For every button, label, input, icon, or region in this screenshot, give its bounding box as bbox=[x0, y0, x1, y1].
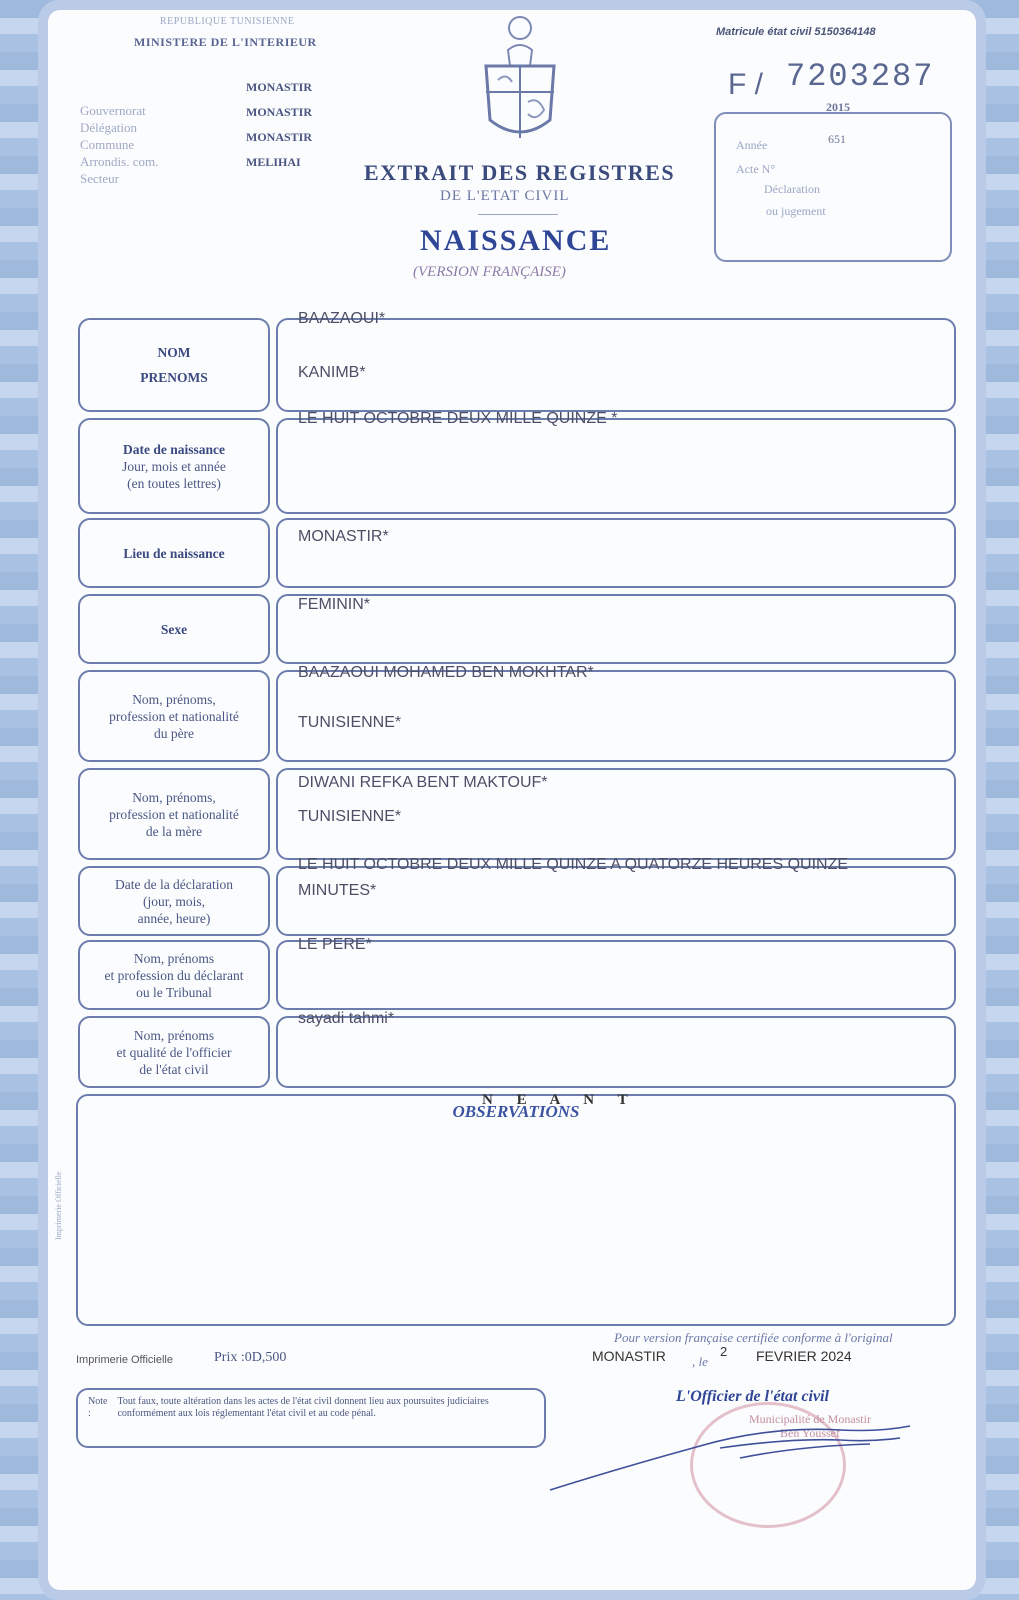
ministry-label: MINISTERE DE L'INTERIEUR bbox=[134, 35, 317, 49]
field-label: profession et nationalité bbox=[109, 806, 239, 822]
title-divider bbox=[478, 214, 558, 215]
field-label-box bbox=[78, 418, 270, 514]
admin-value: MELIHAI bbox=[246, 155, 301, 169]
field-label: Lieu de naissance bbox=[123, 545, 225, 561]
field-label-box bbox=[78, 866, 270, 936]
price-label: Prix :0D,500 bbox=[214, 1350, 287, 1365]
admin-value: MONASTIR bbox=[246, 80, 313, 94]
field-value-box bbox=[276, 664, 956, 762]
month-year-value: FEVRIER 2024 bbox=[756, 1348, 852, 1364]
serial-number: 7203287 bbox=[786, 58, 935, 95]
field-label: (en toutes lettres) bbox=[127, 475, 221, 491]
field-label: Nom, prénoms, bbox=[132, 789, 216, 805]
field-value: TUNISIENNE* bbox=[298, 808, 402, 825]
document-title: EXTRAIT DES REGISTRES bbox=[364, 160, 676, 185]
field-value: MONASTIR* bbox=[298, 528, 389, 545]
field-value-box bbox=[276, 1010, 956, 1088]
acte-value: 651 bbox=[828, 132, 846, 146]
field-value-box bbox=[276, 856, 956, 936]
admin-label: Délégation bbox=[80, 120, 138, 135]
field-label: Jour, mois et année bbox=[122, 458, 226, 474]
document-subtitle: DE L'ETAT CIVIL bbox=[440, 188, 570, 204]
side-print-label: Imprimerie Officielle bbox=[54, 1171, 63, 1240]
field-label: de l'état civil bbox=[139, 1061, 209, 1077]
admin-label: Arrondis. com. bbox=[80, 154, 159, 169]
field-label: et profession du déclarant bbox=[104, 967, 244, 983]
field-label-box bbox=[78, 768, 270, 860]
date-le-label: , le bbox=[692, 1354, 708, 1369]
naissance-title: NAISSANCE bbox=[420, 224, 612, 257]
field-label: (jour, mois, bbox=[142, 893, 206, 909]
year-label: Année bbox=[736, 138, 768, 152]
field-value-box bbox=[276, 594, 956, 664]
admin-values bbox=[246, 79, 312, 171]
signature bbox=[540, 1408, 920, 1498]
republic-label: REPUBLIQUE TUNISIENNE bbox=[160, 16, 295, 27]
field-label: ou le Tribunal bbox=[136, 984, 212, 1000]
field-value-box bbox=[276, 768, 956, 860]
version-label: (VERSION FRANÇAISE) bbox=[413, 264, 566, 280]
field-value: FEMININ* bbox=[298, 596, 370, 613]
field-label: du père bbox=[153, 725, 195, 741]
coat-of-arms-emblem bbox=[478, 10, 562, 146]
field-label: et qualité de l'officier bbox=[116, 1044, 232, 1060]
field-label-box bbox=[78, 594, 270, 664]
admin-label: Commune bbox=[80, 137, 135, 152]
year-value: 2015 bbox=[826, 100, 850, 114]
admin-label: Secteur bbox=[80, 171, 119, 186]
observations-value: N E A N T bbox=[482, 1092, 638, 1108]
field-label: Nom, prénoms bbox=[133, 950, 215, 966]
note-label: Note : bbox=[88, 1396, 108, 1419]
field-value: LE HUIT OCTOBRE DEUX MILLE QUINZE A QUATORZE HEURES QUINZE bbox=[298, 856, 849, 873]
field-label: Date de la déclaration bbox=[114, 876, 234, 892]
field-value: LE HUIT OCTOBRE DEUX MILLE QUINZE * bbox=[298, 410, 618, 427]
field-value-box bbox=[276, 936, 956, 1010]
field-value: LE PERE* bbox=[298, 936, 372, 953]
field-value: MINUTES* bbox=[298, 882, 377, 899]
field-label: année, heure) bbox=[137, 910, 211, 926]
officer-title: L'Officier de l'état civil bbox=[676, 1388, 829, 1405]
note-text: Tout faux, toute altération dans les actes de l'état civil donnent lieu aux poursuites judiciaires conformément aux lois réglementant l'état civil et au code pénal. bbox=[117, 1396, 489, 1419]
field-label: Nom, prénoms bbox=[133, 1027, 215, 1043]
field-label: Sexe bbox=[160, 621, 188, 637]
field-label-box bbox=[78, 1016, 270, 1088]
field-value: sayadi tahmi* bbox=[298, 1010, 395, 1027]
field-value-box bbox=[276, 310, 956, 412]
field-value-box bbox=[276, 410, 956, 514]
field-label-box bbox=[78, 670, 270, 762]
admin-value: MONASTIR bbox=[246, 105, 313, 119]
field-label: profession et nationalité bbox=[109, 708, 239, 724]
jugement-label: ou jugement bbox=[766, 204, 826, 218]
observations-title: OBSERVATIONS bbox=[452, 1102, 580, 1121]
admin-label: Gouvernorat bbox=[80, 103, 146, 118]
field-value-box bbox=[276, 518, 956, 588]
admin-labels bbox=[80, 102, 158, 187]
field-value: DIWANI REFKA BENT MAKTOUF* bbox=[298, 774, 548, 791]
field-label: PRENOMS bbox=[140, 370, 208, 385]
day-value: 2 bbox=[720, 1344, 728, 1359]
place-value: MONASTIR bbox=[592, 1348, 666, 1364]
observations-box bbox=[76, 1094, 956, 1326]
field-label-box bbox=[78, 318, 270, 412]
acte-label: Acte N° bbox=[736, 162, 776, 176]
field-label-box bbox=[78, 940, 270, 1010]
certified-label: Pour version française certifiée conforme à l'original bbox=[614, 1330, 893, 1345]
field-value: KANIMB* bbox=[298, 364, 366, 381]
field-label: Nom, prénoms, bbox=[132, 691, 216, 707]
stamp-text: Municipalité de Monastir Ben Youssef bbox=[749, 1412, 871, 1440]
field-label: NOM bbox=[157, 345, 191, 360]
field-label-box bbox=[78, 518, 270, 588]
field-label: de la mère bbox=[145, 823, 203, 839]
field-label: Date de naissance bbox=[123, 441, 225, 457]
field-value: TUNISIENNE* bbox=[298, 714, 402, 731]
printer-label: Imprimerie Officielle bbox=[76, 1354, 173, 1366]
legal-note-box bbox=[76, 1388, 546, 1448]
declaration-label: Déclaration bbox=[764, 182, 820, 196]
field-value: BAAZAOUI* bbox=[298, 310, 386, 327]
serial-prefix: F / bbox=[728, 68, 763, 101]
matricule-label: Matricule état civil 5150364148 bbox=[716, 26, 876, 38]
admin-value: MONASTIR bbox=[246, 130, 313, 144]
field-value: BAAZAOUI MOHAMED BEN MOKHTAR* bbox=[298, 664, 594, 681]
